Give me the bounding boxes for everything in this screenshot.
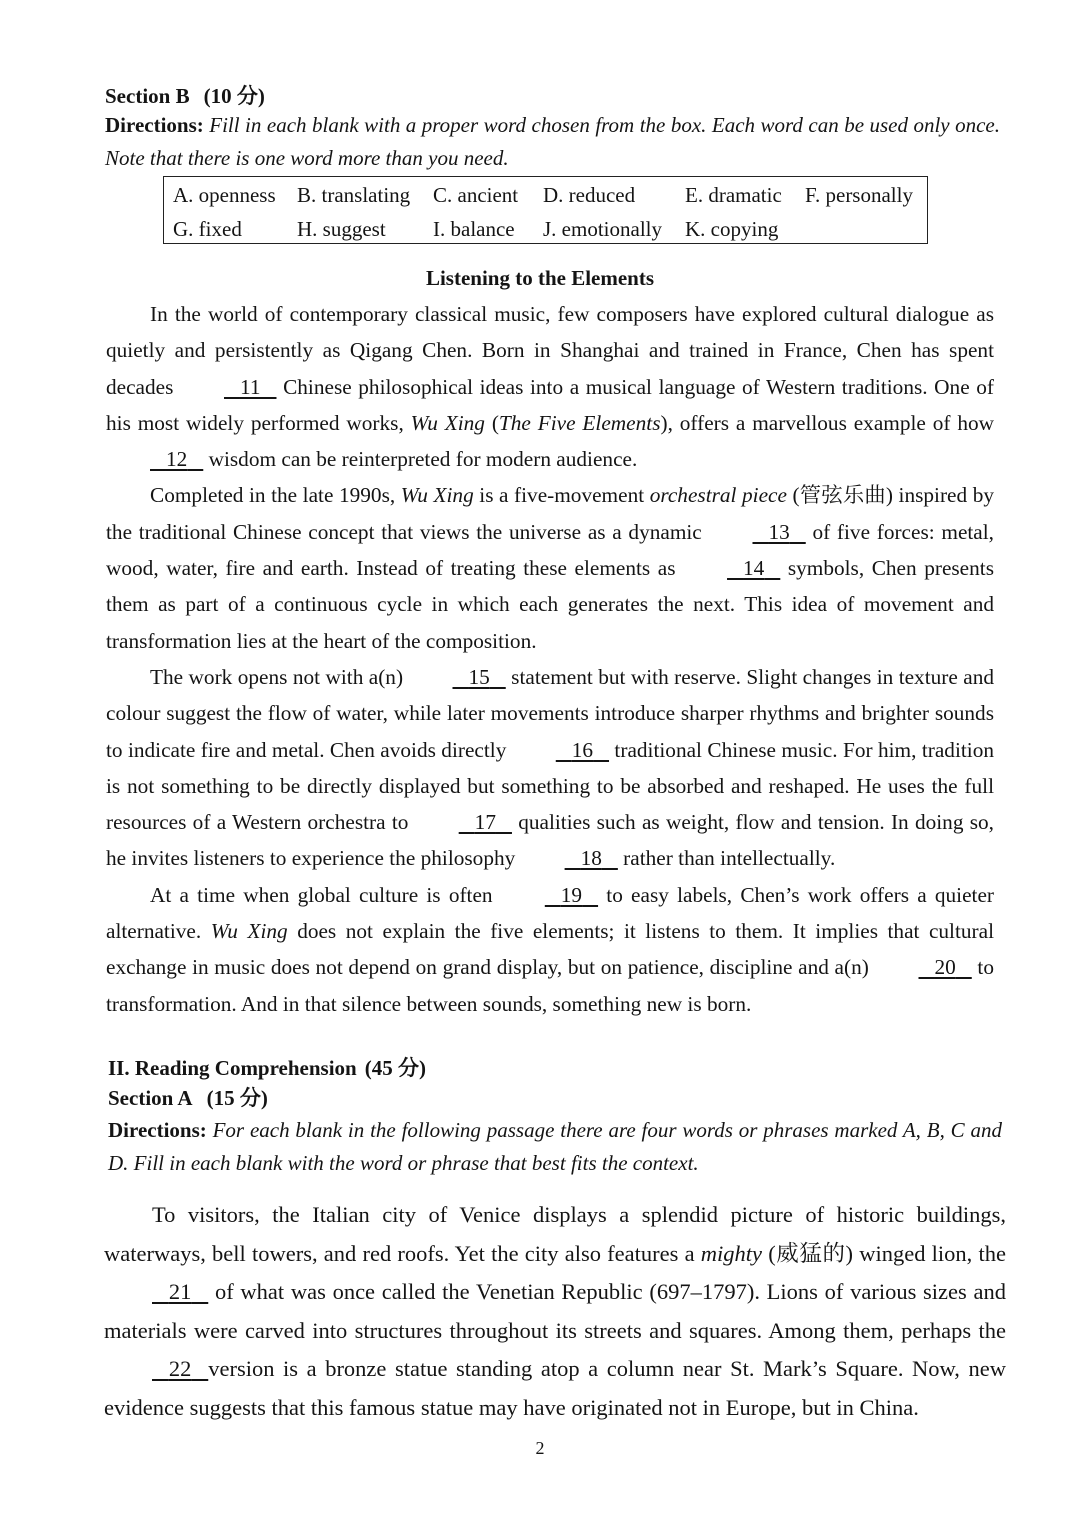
- blank-number: 22: [168, 1356, 192, 1381]
- work-title: Wu Xing: [210, 919, 288, 944]
- text: version is a bronze statue standing atop a column near St. Mark’s Square. Now, new evidence suggests that this famous statue may have originated not in Europe, but in China.: [104, 1356, 1006, 1420]
- text: statement but with reserve. Slight changes in texture and colour suggest the flow of water, while later movements introduce sharper rhythms and brighter sounds to indicate fire and metal. Chen avoids directly: [106, 664, 994, 762]
- blank-number: 13: [768, 519, 790, 544]
- part-2-heading: [108, 1052, 426, 1082]
- blank-12: [106, 441, 203, 477]
- section-b-heading: [105, 80, 265, 110]
- work-title: Wu Xing: [410, 410, 485, 435]
- blank-number: 19: [560, 882, 583, 907]
- paragraph: [106, 659, 994, 877]
- work-title: Wu Xing: [400, 483, 474, 508]
- word-option: E. dramatic: [685, 183, 782, 207]
- blank-number: 16: [571, 737, 594, 762]
- part-2-title: II. Reading Comprehension: [108, 1056, 357, 1080]
- section-b-title: Section B: [105, 84, 190, 108]
- directions-label: Directions:: [108, 1118, 207, 1142]
- word-option: H. suggest: [297, 217, 386, 241]
- word-option: D. reduced: [543, 183, 636, 207]
- word-option: I. balance: [433, 217, 515, 241]
- section-a-title: Section A: [108, 1086, 193, 1110]
- section-b-score: (10 分): [203, 84, 265, 108]
- directions-text: For each blank in the following passage there are four words or phrases marked A, B, C and D. Fill in each blank with the word or phrase that best fits the context.: [108, 1118, 1003, 1175]
- paragraph: [106, 877, 994, 1022]
- text: winged lion, the: [853, 1240, 1006, 1266]
- blank-22: [104, 1350, 208, 1389]
- term: orchestral piece: [649, 483, 787, 508]
- blank-number: 21: [168, 1279, 192, 1304]
- section-a-heading: [108, 1082, 268, 1112]
- word-option: J. emotionally: [543, 217, 662, 241]
- text: to easy labels, Chen’s work offers a quieter alternative.: [106, 882, 994, 944]
- text: traditional Chinese music. For him, tradition is not something to be directly displayed but something to be absorbed and reshaped. He uses the full resources of a Western orchestra to: [106, 737, 994, 835]
- text: In the world of contemporary classical music, few composers have explored cultural dialogue as quietly and persistently as Qigang Chen. Born in Shanghai and trained in France, Chen has spent decades: [106, 302, 994, 399]
- paragraph: [104, 1196, 1006, 1427]
- blank-14: [683, 550, 780, 586]
- part-2-score: (45 分): [364, 1056, 426, 1080]
- blank-18: [521, 840, 618, 876]
- word-option: C. ancient: [433, 183, 519, 207]
- word-option: G. fixed: [173, 217, 242, 241]
- word-option: K. copying: [685, 217, 779, 241]
- section-a-score: (15 分): [206, 1086, 268, 1110]
- section-a-directions: [108, 1114, 1002, 1180]
- directions-text: Fill in each blank with a proper word chosen from the box. Each word can be used only once. Note that there is one word more than you need.: [105, 113, 1000, 170]
- text: The work opens not with a(n): [150, 664, 409, 689]
- blank-17: [415, 804, 512, 840]
- section-b-directions: [105, 109, 1000, 175]
- text: ), offers a marvellous example of how: [660, 410, 995, 435]
- paragraph: [106, 477, 994, 658]
- text: Chinese philosophical ideas into a musical language of Western traditions. One of his most widely performed works,: [106, 374, 994, 435]
- blank-11: [180, 369, 276, 405]
- blank-19: [501, 877, 598, 913]
- word-option: A. openness: [173, 183, 276, 207]
- blank-15: [408, 659, 505, 695]
- passage-1: [106, 296, 994, 1022]
- blank-number: 12: [165, 447, 188, 472]
- text: To visitors, the Italian city of Venice displays a splendid picture of historic buildings, waterways, bell towers, and red roofs. Yet the city also features a: [104, 1202, 1006, 1266]
- blank-number: 11: [239, 374, 261, 399]
- blank-13: [708, 514, 805, 550]
- text: symbols, Chen presents them as part of a continuous cycle in which each generates the next. This idea of movement and transformation lies at the heart of the composition.: [106, 556, 994, 653]
- blank-number: 17: [474, 810, 496, 835]
- passage-title: Listening to the Elements: [425, 266, 655, 290]
- paragraph: [106, 296, 994, 477]
- text: of five forces: metal, wood, water, fire and earth. Instead of treating these elements as: [106, 519, 995, 581]
- word-option: B. translating: [297, 183, 411, 207]
- blank-16: [512, 732, 609, 768]
- blank-number: 14: [743, 556, 765, 581]
- term: mighty: [700, 1240, 763, 1266]
- word-option: F. personally: [805, 183, 913, 207]
- blank-20: [875, 949, 972, 985]
- blank-number: 20: [934, 955, 956, 980]
- text: rather than intellectually.: [617, 846, 836, 871]
- text: of what was once called the Venetian Republic (697–1797). Lions of various sizes and materials were carved into structures throughout its streets and squares. Among them, perhaps the: [104, 1279, 1006, 1343]
- text: qualities such as weight, flow and tension. In doing so, he invites listeners to experience the philosophy: [106, 810, 994, 871]
- text: At a time when global culture is often: [150, 882, 501, 907]
- text: to transformation. And in that silence between sounds, something new is born.: [106, 955, 994, 1016]
- text: inspired by the traditional Chinese concept that views the universe as a dynamic: [106, 483, 995, 544]
- text: does not explain the five elements; it listens to them. It implies that cultural exchange in music does not depend on grand display, but on patience, discipline and a(n): [106, 919, 994, 980]
- chinese-gloss: (管弦乐曲): [786, 483, 893, 508]
- blank-21: [104, 1273, 208, 1312]
- chinese-gloss: (威猛的): [762, 1240, 854, 1266]
- page-number: 2: [535, 1438, 545, 1458]
- directions-label: Directions:: [105, 113, 204, 137]
- text: Completed in the late 1990s,: [150, 483, 401, 508]
- blank-number: 15: [468, 664, 490, 689]
- text: wisdom can be reinterpreted for modern audience.: [203, 447, 638, 472]
- blank-number: 18: [580, 846, 602, 871]
- work-title-en: The Five Elements: [498, 410, 661, 435]
- word-box: [163, 176, 928, 244]
- text: (: [484, 410, 499, 435]
- passage-2: [104, 1196, 1006, 1427]
- text: is a five-movement: [473, 483, 650, 508]
